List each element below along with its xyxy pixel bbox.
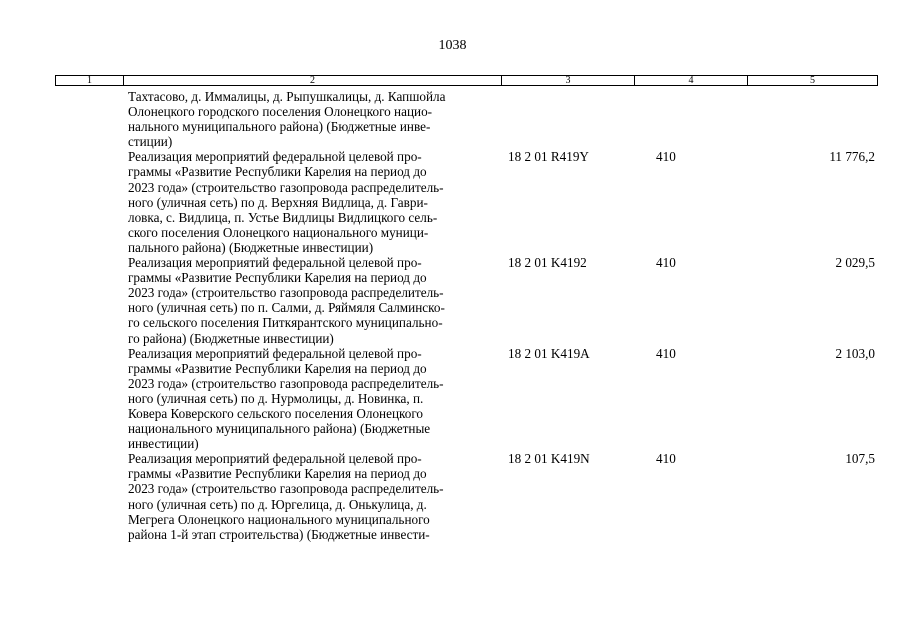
table-header — [55, 75, 878, 86]
row-type: 410 — [656, 345, 676, 361]
row-amount — [724, 89, 878, 149]
table-body — [55, 89, 878, 542]
row-code: 18 2 01 K419A — [508, 345, 590, 361]
table-row — [55, 346, 878, 452]
row-description: Реализация мероприятий федеральной целевой про- граммы «Развитие Республики Карелия на период до 2023 года» (строительство газопровода распределитель- ного (уличная сеть) по д. Верхняя Видлица, д. Гаври- ловка, с. Видлица, п. Устье Видлицы Видлицкого сель- ского поселения Олонецкого национального муници- пального района) (Бюджетные инвестиции) — [128, 149, 444, 255]
header-col-1: 1 — [56, 76, 124, 85]
header-col-5: 5 — [810, 75, 815, 86]
table-row — [55, 89, 878, 149]
row-description: Реализация мероприятий федеральной целевой про- граммы «Развитие Республики Карелия на период до 2023 года» (строительство газопровода распределитель- ного (уличная сеть) по п. Салми, д. Ряймяля Салминско- го сельского поселения Питкярантского муниципально- го района) (Бюджетные инвестиции) — [128, 255, 445, 346]
row-spacer — [55, 89, 128, 149]
row-code — [506, 89, 656, 149]
row-amount: 2 029,5 — [835, 255, 875, 271]
table-row — [55, 451, 878, 542]
row-amount: 2 103,0 — [835, 345, 875, 361]
row-code: 18 2 01 K4192 — [508, 255, 587, 271]
row-description: Тахтасово, д. Иммалицы, д. Рыпушкалицы, д. Капшойла Олонецкого городского поселения Олонецкого нацио- нального муниципального района) (Бюджетные инве- стиции) — [128, 89, 446, 150]
row-description: Реализация мероприятий федеральной целевой про- граммы «Развитие Республики Карелия на период до 2023 года» (строительство газопровода распределитель- ного (уличная сеть) по д. Нурмолицы, д. Новинка, п. Ковера Коверского сельского поселения Олонецкого национального муниципального района) (Бюджетные инвестиции) — [128, 345, 444, 452]
row-code: 18 2 01 K419N — [508, 451, 590, 467]
row-spacer — [55, 451, 128, 542]
page-number: 1038 — [438, 38, 467, 53]
row-spacer — [55, 346, 128, 452]
header-col-4: 4 — [635, 76, 748, 85]
row-type — [656, 89, 724, 149]
row-spacer — [55, 149, 128, 255]
header-col-2: 2 — [124, 76, 502, 85]
row-type: 410 — [656, 255, 676, 271]
row-code: 18 2 01 R419Y — [508, 149, 589, 165]
header-col-3: 3 — [502, 76, 635, 85]
row-type: 410 — [656, 451, 676, 467]
table-row — [55, 255, 878, 346]
row-type: 410 — [656, 149, 676, 165]
row-spacer — [55, 255, 128, 346]
row-amount: 11 776,2 — [829, 149, 875, 165]
row-amount: 107,5 — [845, 451, 875, 467]
row-description: Реализация мероприятий федеральной целевой про- граммы «Развитие Республики Карелия на период до 2023 года» (строительство газопровода распределитель- ного (уличная сеть) по д. Юргелица, д. Онькулица, д. Мегрега Олонецкого национального муниципального района 1-й этап строительства) (Бюджетные инвести- — [128, 451, 444, 542]
table-row — [55, 149, 878, 255]
